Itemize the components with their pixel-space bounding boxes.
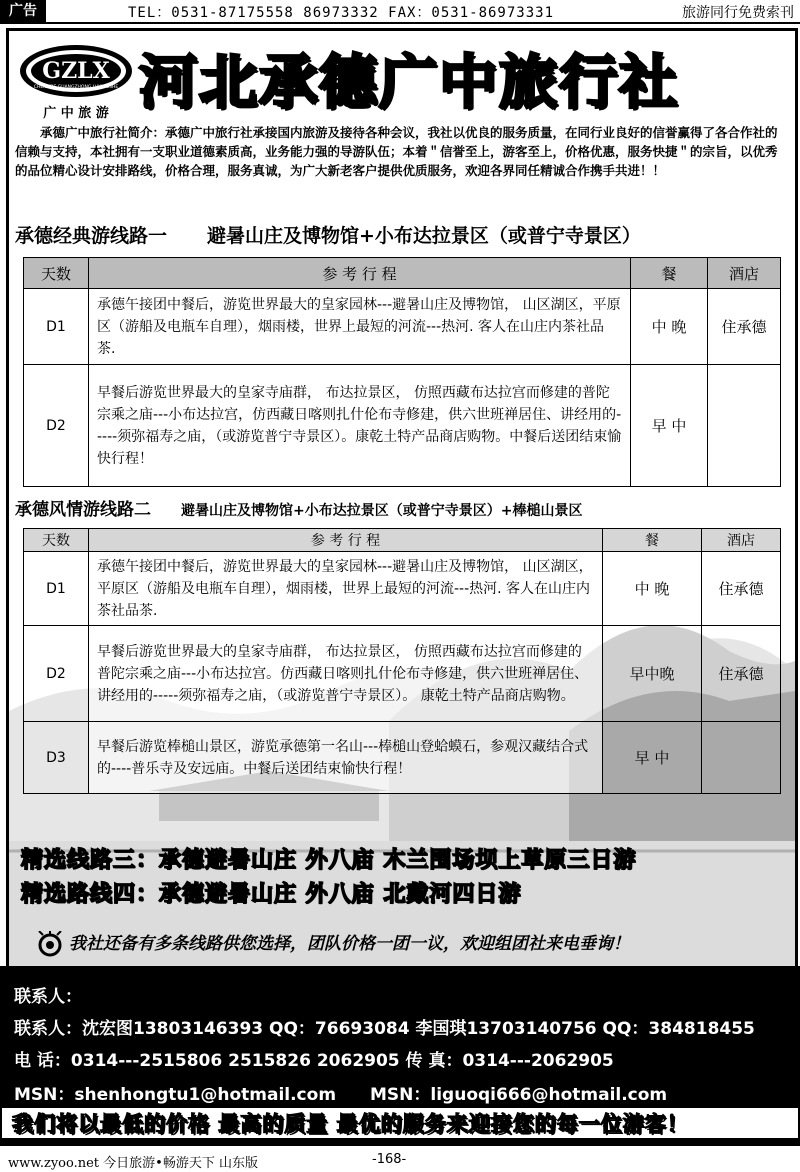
- selection-route-3: 精选线路三：承德避暑山庄 外八庙 木兰围场坝上草原三日游: [21, 848, 637, 873]
- logo-cn: 广 中 旅 游: [43, 106, 109, 121]
- row-meal: 早 中: [603, 722, 702, 794]
- free-index-label: 旅游同行免费索刊: [682, 5, 794, 21]
- col-program: 参 考 行 程: [89, 258, 631, 289]
- row-program: 承德午接团中餐后，游览世界最大的皇家园林---避暑山庄及博物馆， 山区湖区，平原区（游船及电瓶车自理），烟雨楼，世界上最短的河流---热河. 客人在山庄内茶社品茶.: [89, 289, 631, 365]
- route2-table: [23, 528, 781, 794]
- row-hotel: [708, 365, 781, 487]
- msn-2: MSN：liguoqi666@hotmail.com: [370, 1085, 668, 1105]
- logo-subtitle: CHENGDE GUANGZHONG LVXINGSHE: [33, 85, 119, 90]
- col-meal: 餐: [603, 529, 702, 552]
- more-routes-text: 我社还备有多条线路供您选择，团队价格一团一议，欢迎组团社来电垂询！: [69, 934, 630, 954]
- page-number: -168-: [372, 1152, 407, 1167]
- col-day: 天数: [24, 529, 89, 552]
- route1-title: 避暑山庄及博物馆+小布达拉景区（或普宁寺景区）: [207, 225, 641, 247]
- table-row: [24, 365, 781, 487]
- ad-tag: 广告: [0, 0, 46, 22]
- row-day: D2: [24, 365, 89, 487]
- contact-people: 联系人：沈宏图13803146393 QQ：76693084 李国琪13703140756 QQ：384818455: [14, 1019, 755, 1039]
- row-meal: 中 晚: [603, 552, 702, 626]
- col-hotel: 酒店: [702, 529, 781, 552]
- row-hotel: 住承德: [702, 552, 781, 626]
- route1-label: 承德经典游线路一: [15, 225, 168, 247]
- row-hotel: 住承德: [702, 626, 781, 722]
- table-row: [24, 626, 781, 722]
- table-header: [24, 529, 781, 552]
- ad-frame: [6, 28, 798, 970]
- company-logo: [17, 41, 135, 123]
- table-row: [24, 289, 781, 365]
- contact-heading: 联系人：: [14, 987, 82, 1007]
- table-row: [24, 722, 781, 794]
- table-header: [24, 258, 781, 289]
- row-program: 承德午接团中餐后，游览世界最大的皇家园林---避暑山庄及博物馆， 山区湖区，平原区（游船及电瓶车自理），烟雨楼，世界上最短的河流---热河. 客人在山庄内茶社品茶.: [89, 552, 603, 626]
- msn-1: MSN：shenhongtu1@hotmail.com: [14, 1085, 337, 1105]
- top-contact: TEL：0531-87175558 86973332 FAX：0531-86973331: [128, 5, 555, 21]
- route1-heading: [15, 221, 641, 248]
- col-meal: 餐: [631, 258, 708, 289]
- row-day: D3: [24, 722, 89, 794]
- more-routes-note: [37, 929, 630, 957]
- row-day: D1: [24, 289, 89, 365]
- col-hotel: 酒店: [708, 258, 781, 289]
- row-day: D2: [24, 626, 89, 722]
- row-hotel: 住承德: [708, 289, 781, 365]
- col-program: 参 考 行 程: [89, 529, 603, 552]
- selection-route-4: 精选路线四：承德避暑山庄 外八庙 北戴河四日游: [21, 882, 522, 907]
- col-day: 天数: [24, 258, 89, 289]
- row-day: D1: [24, 552, 89, 626]
- logo-mark: GZLX: [42, 58, 110, 84]
- route1-table: [23, 257, 781, 487]
- table-row: [24, 552, 781, 626]
- route2-title: 避暑山庄及博物馆+小布达拉景区（或普宁寺景区）+棒槌山景区: [181, 503, 583, 519]
- footer-site: www.zyoo.net 今日旅游•畅游天下 山东版: [8, 1156, 258, 1171]
- route2-label: 承德风情游线路二: [15, 500, 151, 520]
- spiral-icon: [37, 931, 63, 957]
- row-meal: 早 中: [631, 365, 708, 487]
- route2-heading: [15, 495, 582, 520]
- brand-title: 河北承德广中旅行社: [139, 48, 680, 116]
- row-meal: 早中晚: [603, 626, 702, 722]
- row-program: 早餐后游览棒槌山景区，游览承德第一名山---棒槌山登蛤蟆石，参观汉藏结合式的----普乐寺及安远庙。中餐后送团结束愉快行程！: [89, 722, 603, 794]
- slogan: 我们将以最低的价格 最高的质量 最优的服务来迎接您的每一位游客！: [0, 1106, 800, 1140]
- row-hotel: [702, 722, 781, 794]
- row-program: 早餐后游览世界最大的皇家寺庙群， 布达拉景区， 仿照西藏布达拉宫而修建的普陀宗乘之庙---小布达拉宫，仿西藏日喀则扎什伦布寺修建，供六世班禅居住、讲经用的-----须弥福寿之庙，（或游览普宁寺景区）。康乾土特产品商店购物。中餐后送团结束愉快行程！: [89, 365, 631, 487]
- contact-phone: 电 话：0314---2515806 2515826 2062905 传 真：0314---2062905: [14, 1051, 614, 1071]
- top-bar: [0, 0, 800, 24]
- row-program: 早餐后游览世界最大的皇家寺庙群， 布达拉景区， 仿照西藏布达拉宫而修建的普陀宗乘之庙---小布达拉宫。仿西藏日喀则扎什伦布寺修建，供六世班禅居住、讲经用的-----须弥福寿之庙，（或游览普宁寺景区）。 康乾土特产品商店购物。: [89, 626, 603, 722]
- page-footer: [0, 1148, 800, 1172]
- row-meal: 中 晚: [631, 289, 708, 365]
- company-intro: 承德广中旅行社简介：承德广中旅行社承接国内旅游及接待各种会议，我社以优良的服务质量，在同行业良好的信誉赢得了各合作社的信赖与支持，本社拥有一支职业道德素质高，业务能力强的导游队伍；本着＂信誉至上，游客至上，价格优惠，服务快捷＂的宗旨，以优秀的品位精心设计安排路线，价格合理，服务真诚，为广大新老客户提供优质服务，欢迎各界同任精诚合作携手共进！！: [15, 125, 778, 178]
